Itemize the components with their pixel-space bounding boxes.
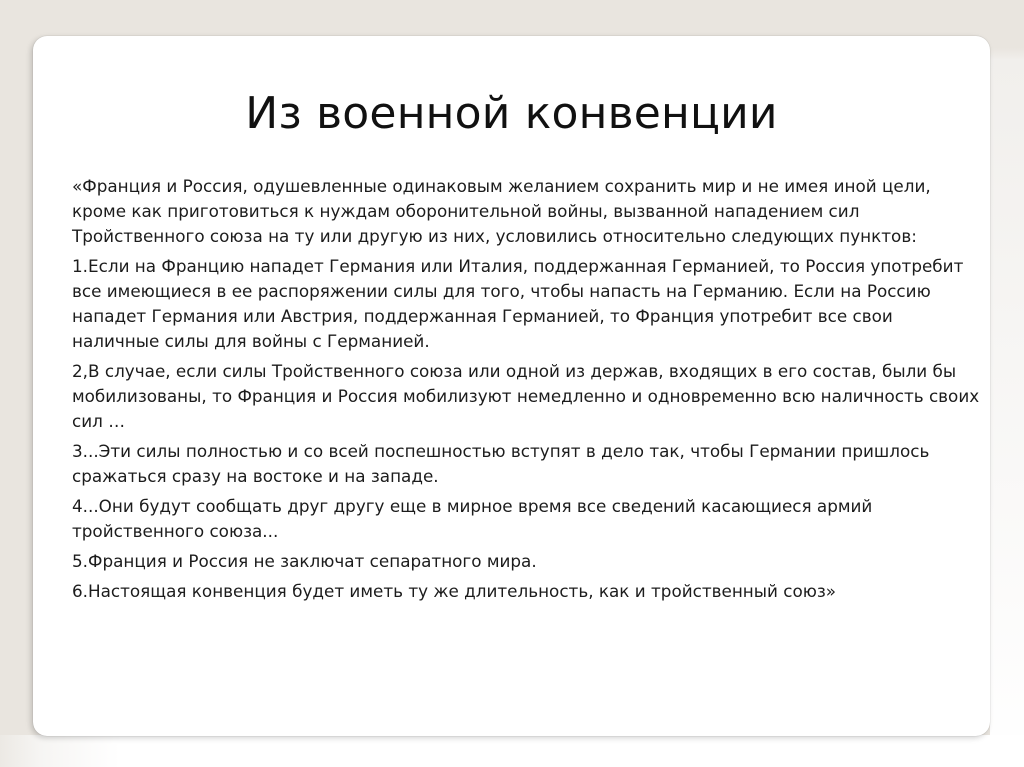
slide-title: Из военной конвенции xyxy=(245,88,778,139)
paragraph-point-5: 5.Франция и Россия не заключат сепаратного мира. xyxy=(72,551,537,571)
paragraph-point-1: 1.Если на Францию нападет Германия или Италия, поддержанная Германией, то Россия употребит все имеющиеся в ее распоряжении силы для того, чтобы напасть на Германию. Если на Россию нападет Германия или Австрия, поддержанная Германией, то Франция употребит все свои наличные силы для войны с Германией. xyxy=(72,256,964,351)
paragraph-intro: «Франция и Россия, одушевленные одинаковым желанием сохранить мир и не имея иной цели, кроме как приготовиться к нуждам оборонительной войны, вызванной нападением сил Тройственного союза на ту или другую из них, условились относительно следующих пунктов: xyxy=(72,176,931,246)
paragraph-point-3: 3...Эти силы полностью и со всей поспешностью вступят в дело так, чтобы Германии пришлось сражаться сразу на востоке и на западе. xyxy=(72,441,930,486)
paragraph-point-6: 6.Настоящая конвенция будет иметь ту же длительность, как и тройственный союз» xyxy=(72,581,837,601)
paragraph-point-4: 4...Они будут сообщать друг другу еще в мирное время все сведений касающиеся армий тройственного союза... xyxy=(72,496,873,541)
slide-body xyxy=(72,174,982,609)
paragraph-point-2: 2,В случае, если силы Тройственного союза или одной из держав, входящих в его состав, были бы мобилизованы, то Франция и Россия мобилизуют немедленно и одновременно всю наличность своих сил … xyxy=(72,361,980,431)
background-edge-right xyxy=(990,0,1024,767)
slide-panel xyxy=(33,36,990,736)
background-edge-bottom xyxy=(0,735,1024,767)
